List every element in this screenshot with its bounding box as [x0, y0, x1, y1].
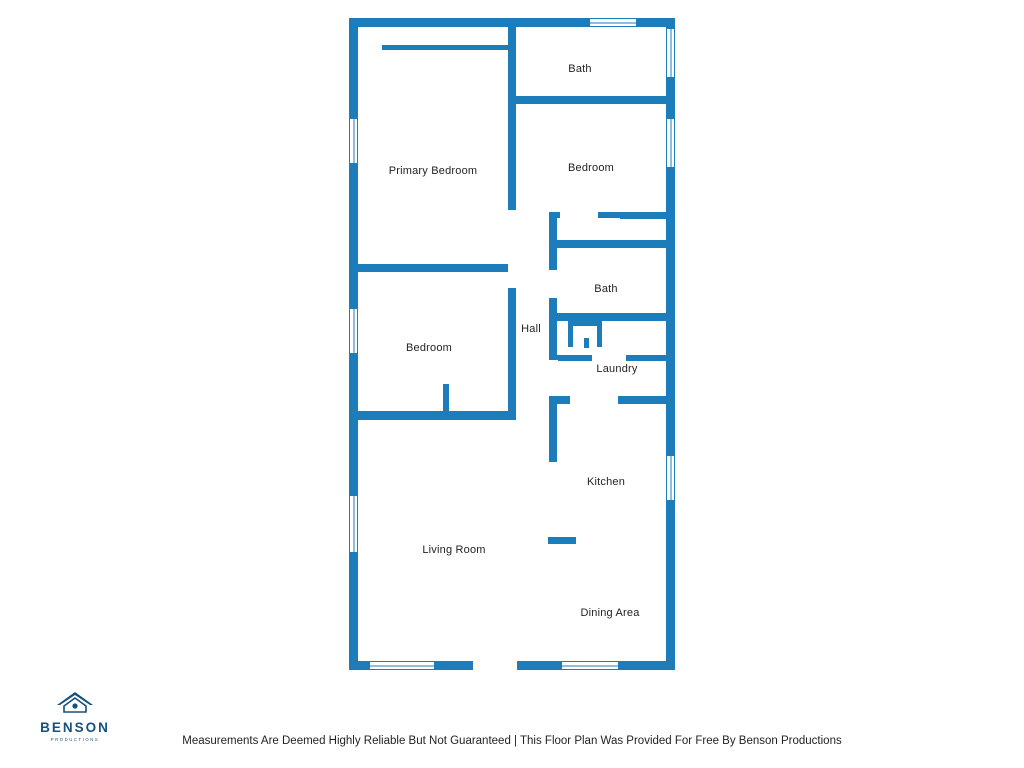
- opening-kitchen-door: [570, 396, 618, 405]
- kitchen-island-fixture: [548, 537, 576, 544]
- window-right-kitchen: [666, 455, 675, 501]
- interior-wall-kitchen-left: [549, 396, 557, 462]
- window-bottom-living: [369, 661, 435, 670]
- interior-wall-primary-bottom: [349, 264, 516, 272]
- room-label-dining-area: Dining Area: [580, 607, 640, 619]
- window-bottom-dining: [561, 661, 619, 670]
- footer-disclaimer: Measurements Are Deemed Highly Reliable But Not Guaranteed | This Floor Plan Was Provided For Free By Benson Productions: [182, 735, 842, 747]
- opening-hall-to-bedroom2: [508, 258, 517, 288]
- room-label-bedroom: Bedroom: [567, 162, 615, 174]
- window-left-primary: [349, 118, 358, 164]
- opening-primary-top: [358, 45, 382, 51]
- window-right-bedroom: [666, 118, 675, 168]
- opening-laundry-door: [592, 355, 626, 362]
- opening-hall-to-bath2: [549, 270, 558, 298]
- house-logo-icon: [38, 690, 112, 721]
- opening-bedroom2-closet: [449, 384, 493, 392]
- interior-wall-bath2-top: [549, 240, 675, 248]
- opening-hall-to-primary: [508, 210, 517, 236]
- room-label-living-room: Living Room: [422, 544, 486, 556]
- room-label-bedroom: Bedroom: [405, 342, 453, 354]
- interior-wall-bath2-nook-left: [568, 321, 573, 347]
- logo-brand-name: BENSON: [40, 720, 110, 735]
- window-right-bath: [666, 28, 675, 78]
- exterior-wall-right: [666, 18, 675, 670]
- room-label-laundry: Laundry: [596, 363, 638, 375]
- benson-productions-logo: [38, 690, 112, 742]
- room-label-kitchen: Kitchen: [586, 476, 626, 488]
- interior-wall-bedroom2-bottom: [349, 411, 516, 420]
- opening-front-door: [473, 661, 517, 671]
- window-left-living: [349, 495, 358, 553]
- room-label-hall: Hall: [521, 323, 541, 335]
- room-label-primary-bedroom: Primary Bedroom: [388, 165, 478, 177]
- window-left-bedroom2: [349, 308, 358, 354]
- interior-wall-closet: [620, 212, 667, 219]
- interior-wall-bath2-bottom: [549, 313, 675, 321]
- opening-bedroom-closet: [560, 212, 598, 219]
- opening-hall-to-laundry: [549, 360, 558, 390]
- logo-tagline: PRODUCTIONS: [50, 736, 100, 742]
- room-label-bath: Bath: [594, 283, 618, 295]
- window-bath-top: [589, 18, 637, 27]
- interior-wall-bath2-stub: [584, 338, 589, 348]
- room-label-bath: Bath: [568, 63, 592, 75]
- interior-wall-bath2-nook-right: [597, 321, 602, 347]
- interior-wall-bath-bottom: [508, 96, 675, 104]
